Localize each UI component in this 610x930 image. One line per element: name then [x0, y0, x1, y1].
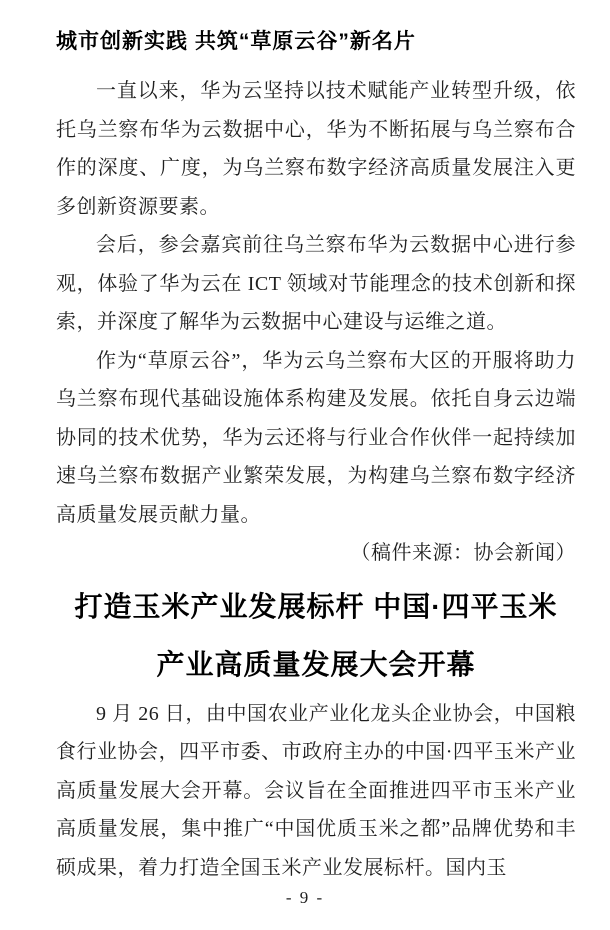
article1-paragraph-1: 一直以来，华为云坚持以技术赋能产业转型升级，依托乌兰察布华为云数据中心，华为不断拓展与乌兰察布合作的深度、广度，为乌兰察布数字经济高质量发展注入更多创新资源要素。 [56, 80, 576, 218]
article2-paragraph-1: 9 月 26 日，由中国农业产业化龙头企业协会，中国粮食行业协会，四平市委、市政府主办的中国·四平玉米产业高质量发展大会开幕。会议旨在全面推进四平市玉米产业高质量发展，集中推广“中国优质玉米之都”品牌优势和丰硕成果，着力打造全国玉米产业发展标杆。国内玉 [56, 702, 576, 879]
article2-heading [56, 578, 576, 694]
article2-heading-line1: 打造玉米产业发展标杆 中国·四平玉米 [74, 590, 558, 622]
page-number: - 9 - [285, 888, 325, 907]
article1-source-credit: （稿件来源：协会新闻） [350, 542, 576, 564]
article1-paragraph-3: 作为“草原云谷”，华为云乌兰察布大区的开服将助力乌兰察布现代基础设施体系构建及发展。依托自身云边端协同的技术优势，华为云还将与行业合作伙伴一起持续加速乌兰察布数据产业繁荣发展，为构建乌兰察布数字经济高质量发展贡献力量。 [56, 349, 576, 526]
article1-heading: 城市创新实践 共筑“草原云谷”新名片 [56, 30, 416, 53]
article2-heading-line2: 产业高质量发展大会开幕 [156, 648, 476, 680]
article1-paragraph-2: 会后，参会嘉宾前往乌兰察布华为云数据中心进行参观，体验了华为云在 ICT 领域对节能理念的技术创新和探索，并深度了解华为云数据中心建设与运维之道。 [56, 234, 576, 333]
